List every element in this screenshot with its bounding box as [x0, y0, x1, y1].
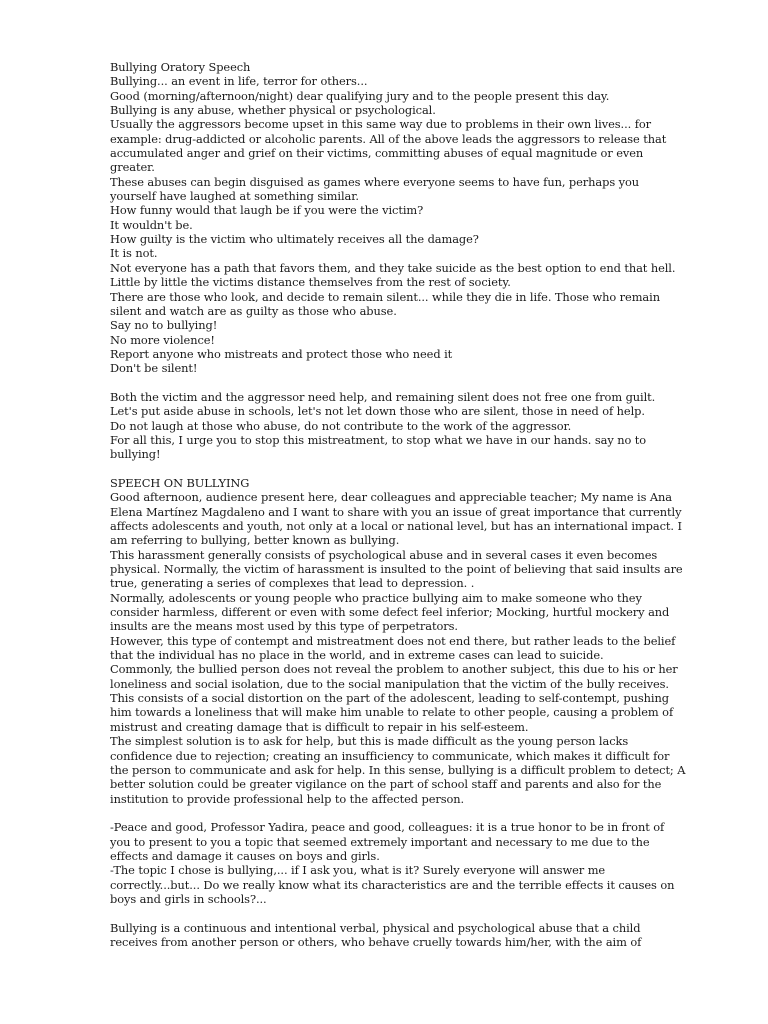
text-line: How funny would that laugh be if you were the victim? — [110, 203, 424, 218]
text-line: Say no to bullying! — [110, 318, 218, 333]
text-line: Little by little the victims distance themselves from the rest of society. — [110, 275, 511, 290]
text-line: institution to provide professional help to the affected person. — [110, 791, 465, 806]
text-line: affects adolescents and youth, not only at a local or national level, but has an international impact. I — [110, 519, 682, 533]
text-line: SPEECH ON BULLYING — [110, 475, 250, 490]
text-line: How guilty is the victim who ultimately receives all the damage? — [110, 232, 479, 247]
text-line: Good (morning/afternoon/night) dear qualifying jury and to the people present this day. — [110, 88, 610, 103]
text-line: effects and damage it causes on boys and girls. — [110, 848, 380, 863]
blank-line — [110, 376, 658, 390]
text-line: bullying! — [110, 447, 161, 462]
text-line: There are those who look, and decide to remain silent... while they die in life. Those who remain — [110, 289, 660, 304]
blank-line — [110, 906, 658, 920]
text-line: Usually the aggressors become upset in this same way due to problems in their own lives... for — [110, 117, 651, 132]
text-line: greater. — [110, 160, 155, 175]
text-line: correctly...but... Do we really know what its characteristics are and the terrible effects it causes on — [110, 877, 675, 892]
text-line: loneliness and social isolation, due to the social manipulation that the victim of the bully receives. — [110, 676, 669, 691]
text-line: This consists of a social distortion on the part of the adolescent, leading to self-contempt, pushing — [110, 691, 669, 706]
text-line: boys and girls in schools?... — [110, 891, 267, 906]
text-line: Let's put aside abuse in schools, let's not let down those who are silent, those in need of help. — [110, 404, 645, 419]
text-line: physical. Normally, the victim of harassment is insulted to the point of believing that said insults are — [110, 562, 683, 577]
text-line: consider harmless, different or even with some defect feel inferior; Mocking, hurtful mockery and — [110, 605, 670, 620]
text-line: accumulated anger and grief on their victims, committing abuses of equal magnitude or even — [110, 146, 644, 161]
text-line: Commonly, the bullied person does not reveal the problem to another subject, this due to his or her — [110, 662, 678, 677]
text-line: yourself have laughed at something similar. — [110, 189, 359, 204]
text-line: true, generating a series of complexes that lead to depression. . — [110, 576, 475, 591]
text-line: Bullying Oratory Speech — [110, 60, 251, 74]
text-line: example: drug-addicted or alcoholic parents. All of the above leads the aggressors to release that — [110, 131, 667, 146]
text-line: It is not. — [110, 246, 158, 261]
text-line: receives from another person or others, who behave cruelly towards him/her, with the aim of — [110, 934, 642, 949]
text-line: Bullying is a continuous and intentional verbal, physical and psychological abuse that a child — [110, 920, 641, 935]
text-line: that the individual has no place in the world, and in extreme cases can lead to suicide. — [110, 648, 604, 663]
text-line: Don't be silent! — [110, 361, 198, 376]
text-line: Elena Martínez Magdaleno and I want to share with you an issue of great importance that currently — [110, 504, 682, 519]
text-line: These abuses can begin disguised as games where everyone seems to have fun, perhaps you — [110, 174, 640, 189]
text-line: the person to communicate and ask for help. In this sense, bullying is a difficult problem to detect; A — [110, 762, 686, 777]
text-line: Report anyone who mistreats and protect those who need it — [110, 346, 453, 361]
text-line: Both the victim and the aggressor need help, and remaining silent does not free one from guilt. — [110, 389, 656, 404]
text-line: However, this type of contempt and mistreatment does not end there, but rather leads to the belief — [110, 633, 676, 648]
document-body — [110, 60, 686, 949]
text-line: Bullying is any abuse, whether physical or psychological. — [110, 103, 436, 118]
text-line: Do not laugh at those who abuse, do not contribute to the work of the aggressor. — [110, 418, 572, 433]
text-line: This harassment generally consists of psychological abuse and in several cases it even becomes — [110, 547, 658, 562]
text-line: -Peace and good, Professor Yadira, peace and good, colleagues: it is a true honor to be in front of — [110, 820, 665, 835]
blank-line — [110, 806, 658, 820]
text-line: It wouldn't be. — [110, 217, 193, 232]
text-line: Good afternoon, audience present here, dear colleagues and appreciable teacher; My name is Ana — [110, 490, 673, 505]
blank-line — [110, 462, 658, 476]
text-line: am referring to bullying, better known as bullying. — [110, 533, 400, 548]
text-line: insults are the means most used by this type of perpetrators. — [110, 619, 458, 634]
text-line: Bullying... an event in life, terror for others... — [110, 74, 368, 89]
text-line: better solution could be greater vigilance on the part of school staff and parents and also for the — [110, 777, 662, 792]
text-line: The simplest solution is to ask for help, but this is made difficult as the young person lacks — [110, 734, 629, 749]
text-line: silent and watch are as guilty as those who abuse. — [110, 303, 397, 318]
text-line: him towards a loneliness that will make him unable to relate to other people, causing a problem of — [110, 705, 674, 720]
text-line: you to present to you a topic that seemed extremely important and necessary to me due to the — [110, 834, 650, 849]
text-line: No more violence! — [110, 332, 215, 347]
text-line: Not everyone has a path that favors them, and they take suicide as the best option to end that hell. — [110, 260, 676, 275]
text-line: mistrust and creating damage that is difficult to repair in his self-esteem. — [110, 719, 529, 734]
text-line: For all this, I urge you to stop this mistreatment, to stop what we have in our hands. say no to — [110, 432, 647, 447]
text-line: -The topic I chose is bullying,... if I ask you, what is it? Surely everyone will answer me — [110, 863, 606, 878]
text-line: Normally, adolescents or young people who practice bullying aim to make someone who they — [110, 590, 642, 605]
text-line: confidence due to rejection; creating an insufficiency to communicate, which makes it difficult for — [110, 748, 670, 763]
